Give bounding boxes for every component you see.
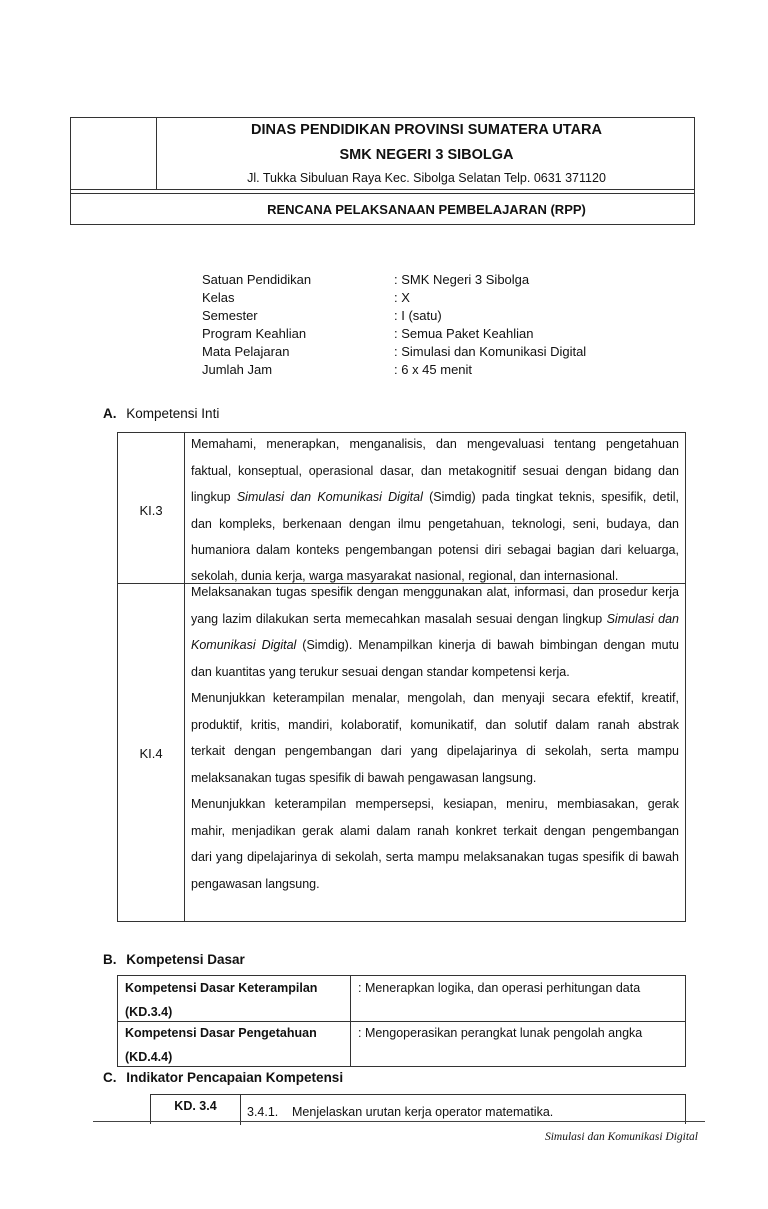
document-title: RENCANA PELAKSANAAN PEMBELAJARAN (RPP) — [267, 202, 586, 217]
identity-row — [202, 290, 682, 308]
kd-row-value: : Menerapkan logika, dan operasi perhitungan data — [358, 981, 641, 995]
footer-rule — [93, 1121, 705, 1122]
footer-text: Simulasi dan Komunikasi Digital — [544, 1131, 698, 1143]
kd-label-code: (KD.4.4) — [125, 1050, 173, 1064]
section-b-letter: B. — [103, 952, 117, 967]
ipk-indicator-number: 3.4.1. — [247, 1105, 279, 1119]
kd-label-line: Kompetensi Dasar Keterampilan — [125, 981, 318, 995]
ki4-line: Komunikasi Digital (Simdig). Menampilkan kinerja di bawah bimbingan dengan mutu — [191, 638, 679, 652]
ki4-label: KI.4 — [139, 746, 163, 761]
ki3-line: lingkup Simulasi dan Komunikasi Digital (Simdig) pada tingkat teknis, spesifik, detil, — [191, 490, 679, 504]
identity-value: : I (satu) — [394, 308, 442, 323]
section-b-heading — [103, 952, 245, 967]
section-c-heading — [103, 1070, 343, 1085]
identity-block — [202, 272, 682, 380]
logo-cell — [71, 118, 157, 189]
ki4-line: dari yang dipelajarinya di sekolah, serta mampu melaksanakan tugas spesifik di bawah — [191, 850, 679, 864]
ki4-line: Melaksanakan tugas spesifik dengan menggunakan alat, informasi, dan prosedur kerja — [191, 585, 679, 599]
ki3-line: humaniora dalam konteks pengembangan potensi diri sebagai bagian dari keluarga, — [191, 543, 679, 557]
identity-label: Program Keahlian — [202, 326, 307, 341]
identity-label: Semester — [202, 308, 258, 323]
kd-row-label — [125, 976, 345, 1024]
identity-value: : 6 x 45 menit — [394, 362, 473, 377]
ki-table — [117, 432, 686, 922]
kd-row-value: : Mengoperasikan perangkat lunak pengolah angka — [358, 1026, 643, 1040]
identity-row — [202, 344, 682, 362]
ki3-line: faktual, konseptual, operasional dasar, dan metakognitif sesuai dengan bidang dan — [191, 463, 679, 478]
section-a-title: Kompetensi Inti — [126, 406, 220, 421]
kd-table — [117, 975, 686, 1067]
identity-row — [202, 362, 682, 380]
identity-row — [202, 308, 682, 326]
school-name: SMK NEGERI 3 SIBOLGA — [339, 147, 514, 163]
kd-label-code: (KD.3.4) — [125, 1005, 173, 1019]
header-divider-double — [71, 193, 694, 194]
ki4-line: melaksanakan tugas spesifik di bawah pengawasan langsung. — [191, 770, 537, 785]
section-a-letter: A. — [103, 406, 117, 421]
ki3-label: KI.3 — [139, 503, 163, 518]
identity-value: : SMK Negeri 3 Sibolga — [394, 272, 530, 287]
header-divider — [71, 189, 694, 190]
ipk-kd-label: KD. 3.4 — [174, 1099, 217, 1113]
ki4-line: produktif, kritis, mandiri, kolaboratif, komunikatif, dan solutif dalam ranah abstrak — [191, 717, 679, 732]
identity-row — [202, 272, 682, 290]
letterhead — [70, 117, 695, 225]
identity-value: : Semua Paket Keahlian — [394, 326, 534, 341]
identity-value: : X — [394, 290, 410, 305]
ki3-line: Memahami, menerapkan, menganalisis, dan mengevaluasi tentang pengetahuan — [191, 437, 679, 451]
identity-label: Mata Pelajaran — [202, 344, 290, 359]
agency-name: DINAS PENDIDIKAN PROVINSI SUMATERA UTARA — [251, 122, 602, 138]
ki4-line: terkait dengan pengembangan dari yang dipelajarinya di sekolah, serta mampu — [191, 744, 679, 758]
identity-label: Jumlah Jam — [202, 362, 273, 377]
section-c-title: Indikator Pencapaian Kompetensi — [126, 1070, 344, 1085]
ki4-line: Menunjukkan keterampilan mempersepsi, kesiapan, meniru, membiasakan, gerak — [191, 797, 679, 811]
ki4-line: dan kuantitas yang terukur sesuai dengan standar kompetensi kerja. — [191, 664, 570, 679]
kd-row-label — [125, 1021, 345, 1069]
identity-label: Satuan Pendidikan — [202, 272, 312, 287]
section-c-letter: C. — [103, 1070, 117, 1085]
school-address: Jl. Tukka Sibuluan Raya Kec. Sibolga Selatan Telp. 0631 371120 — [247, 171, 606, 185]
ki4-line: yang lazim dilakukan serta memecahkan masalah sesuai dengan lingkup Simulasi dan — [191, 611, 679, 626]
kd-label-line: Kompetensi Dasar Pengetahuan — [125, 1026, 317, 1040]
ki3-line: sekolah, dunia kerja, warga masyarakat nasional, regional, dan internasional. — [191, 569, 619, 583]
identity-row — [202, 326, 682, 344]
ipk-table — [150, 1094, 686, 1124]
ki4-line: Menunjukkan keterampilan menalar, mengolah, dan menyaji secara efektif, kreatif, — [191, 691, 679, 705]
section-b-title: Kompetensi Dasar — [126, 952, 245, 967]
table-divider — [184, 433, 185, 921]
ki3-line: dan kompleks, berkenaan dengan ilmu pengetahuan, teknologi, seni, budaya, dan — [191, 516, 679, 531]
identity-label: Kelas — [202, 290, 235, 305]
section-a-heading — [103, 406, 219, 421]
ipk-indicator-text: Menjelaskan urutan kerja operator matematika. — [292, 1105, 554, 1119]
ki4-line: pengawasan langsung. — [191, 876, 320, 891]
ki4-line: mahir, menjadikan gerak alami dalam ranah konkret terkait dengan pengembangan — [191, 823, 679, 838]
identity-value: : Simulasi dan Komunikasi Digital — [394, 344, 587, 359]
